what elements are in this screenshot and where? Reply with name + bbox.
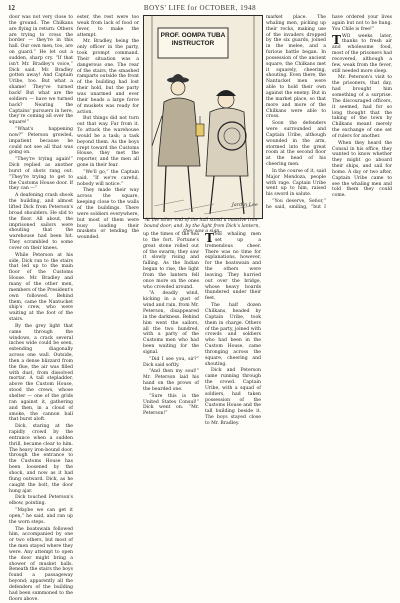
- paragraph: A deafening crash shook the building, and almost lifted Dick from Peterson's broad shoulders. He slid to the floor. All about, the imprisoned sailors were shouting that the warehouse had been hit. They scrambled to some cover on their knees.: [9, 193, 73, 251]
- text-column-4: [266, 15, 392, 552]
- paragraph: In the course of it, said Major Mendoza, people with rage. Captain Uribe went up to him, raised his sword in salute.: [266, 168, 326, 198]
- text-column-2: [77, 15, 139, 552]
- illustration-caption: At the other end of the hall stood a massive iron-bound door; and, by the light from Dick's lantern, they saw a sign.: [144, 218, 260, 235]
- paragraph: market place. The whaling men, picking up their rocks, making use of the invaders dropped by the six guards, joined in the melee, and a furious battle began. In possession of the ancient square, the Chilkans met it squarely, cheering, shouting. Even there, the Nantucket men were able to hold their own against the enemy. But in the market place, so that more and more of the Chilkans were able to cross.: [266, 15, 326, 120]
- paragraph: door was not very close to the ground. The Chilkans are flying in return. Others are trying to cross the border — they're in this hall. Our own men, too, are on guard.” He let out a sudden, sharp cry. “If that isn't Mr. Bradley's voice,” Dick said. Mr. Bradley gotten away! And Captain Uribe, too. But what a shame! They've turned back! But what are the soldiers — have we turned back? Nearing the Captains' pursuers in here, they’re coming all over the square!”: [9, 15, 73, 126]
- paragraph: “And then my soul!” Mr. Peterson laid his hand on the prows of the bearded one.: [143, 369, 199, 392]
- paragraph: “What's happening now?” Peterson growled, impatient because he could not see all that was going on.: [9, 127, 73, 156]
- paragraph: Mr. Bradley, being the only officer in the party, took prompt command. Their situation was a dangerous one. The rear of the stairs, the smashed ramparts outside the front of the building had lost their hold, but the party was unarmed and ever their heads a large force of muskets was ready for action.: [77, 39, 139, 115]
- sign-text: PROF. OOMPA TUBA INSTRUCTOR: [160, 32, 226, 47]
- paragraph: “Did I see you, sir?” Dick said softly.: [143, 356, 199, 368]
- page-number: 12: [8, 4, 15, 12]
- paragraph: “A deadly wind, kicking in a gust of wind and rain, from Mr. Peterson, disappeared in the darkness. Behind him went the sailors, all the two hundred, with a party of the Customs men who had been waiting for the signal.: [143, 291, 199, 355]
- paragraph: TWO weeks later, thanks to fresh air and wholesome food, most of the prisoners had recovered, although a few, weak from the fever, still needed more sleep.: [332, 32, 392, 74]
- paragraph: They made their way across the square, keeping close to the walls of the buildings. There were soldiers everywhere, but most of them were busy loading their muskets or tending the wounded.: [77, 188, 139, 241]
- text-column-3: [143, 232, 261, 552]
- paragraph: Dick touched Peterson's elbow, pointing.: [9, 495, 73, 507]
- paragraph: The boatswain followed him, accompanied by one or two others, but most of the men stayed where they were. Any attempt to open the door might bring a shower of musket balls. Beneath the stairs the boys found a passageway beyond; apparently all the defenders of the building had been summoned to the floors above.: [9, 526, 73, 602]
- paragraph: When they heard the Consul in his office, they wanted to know whether they might go aboard their ships, and sail for home. A day or two after, Captain Uribe came to see the whaling men and told them they could come.: [332, 140, 392, 199]
- paragraph: By the grey light that came through the windows, a crack several inches wide could be seen, extending diagonally across one wall. Outside, then a dense blizzard from the flue, the air was filled with dust, from dissolved mortar. A tall stepladder, above the Custom House, stood the crews, whose shelter — one of the grids ran against it, gathering and then, in a cloud of smoke, the cannon ball that burst aloft.: [9, 323, 73, 423]
- paragraph: The half dozen Chilkans, headed by Captain Uribe, took them in charge. Others of the party, joined with crowds and soldiers who had been in the Custom House, came thronging across the square, cheering and shouting.: [205, 303, 261, 367]
- paragraph: Dick and Peterson came running through the crowd. Captain Uribe, with a squad of soldiers, had taken possession of the Customs House and the tall building beside it. The boys stayed close to Mr. Bradley.: [205, 368, 261, 426]
- paragraph: “They're trying again!” Dick replied as another burst of shots rang out. “They're trying to get to the Customs House door. If they can —”: [9, 157, 73, 192]
- paragraph: up the times of the sea to the fort. Fortune's great stone rolled out of the swarm; they saw it slowly rising and falling. As the Indian began to rise, the light from the lantern fell once more on the ones who crowded around.: [143, 232, 199, 290]
- paragraph: Soon the defenders were surrounded and Captain Uribe, although wounded in the arm, stormed into the great room at the second floor at the head of his cheering men.: [266, 121, 326, 168]
- paragraph: “We'll go,” the Captain said. “If we're careful, nobody will notice.”: [77, 169, 139, 187]
- illustration: [143, 15, 263, 219]
- paragraph: Mr. Peterson's visit to the prisoners, that day, had brought him something of a surprise. The discouraged officers, it seemed, had for so long thought that the taking of the town by Chilkans meant merely the exchange of one set of rulers for another.: [332, 75, 392, 139]
- page-header: [0, 0, 400, 16]
- paragraph: While Peterson at his side, Dick ran to the stairs that led up to the main floor of the Customs House. Mr. Bradley and many of the other men, members of the President's own followed. Behind them, came the Nantucket ship's crew, who were waiting at the foot of the stairs.: [9, 252, 73, 323]
- text-column-1: [9, 15, 73, 602]
- paragraph: “Sure this is the United States Consul!” Dick went on. “Mr. Peterson!”: [143, 393, 199, 417]
- paragraph: But things did not turn out that way. Far from it. To attack the warehouse would be a task; a task beyond them. As the boys crept toward the Customs House, they met the reporter, and the men all gone in their fear.: [77, 116, 139, 169]
- paragraph: ester, the rest were too weak from lack of food or fever, to make the attempt.: [77, 15, 139, 38]
- paragraph: Dick, staring at the rapidly crowd by the entrance when a sudden thrill, became clear to him. The heavy iron-bound door, through the entrance to the Customs House has been loosened by the shock, and now as it had flung outward. Dick, as he caught the bolt, the door hung ajar.: [9, 424, 73, 494]
- paragraph: THE whaling men set up a tremendous cheer. There was no time for explanations, however, for the boatswain and the others were leaving. They hurried out over the bridge, whose heavy boards thundered under their feet.: [205, 231, 261, 302]
- paragraph: “You deserve, Señor,” he said, smiling, “but I have ordered your lives again but not to be hung. You Chile is free!”: [266, 15, 392, 210]
- paragraph: “Maybe we can get it open,” he said, and ran up the worn steps.: [9, 508, 73, 525]
- magazine-title: BOYS' LIFE for OCTOBER, 1948: [143, 4, 257, 12]
- artist-signature: Jardin Lee: [231, 202, 258, 208]
